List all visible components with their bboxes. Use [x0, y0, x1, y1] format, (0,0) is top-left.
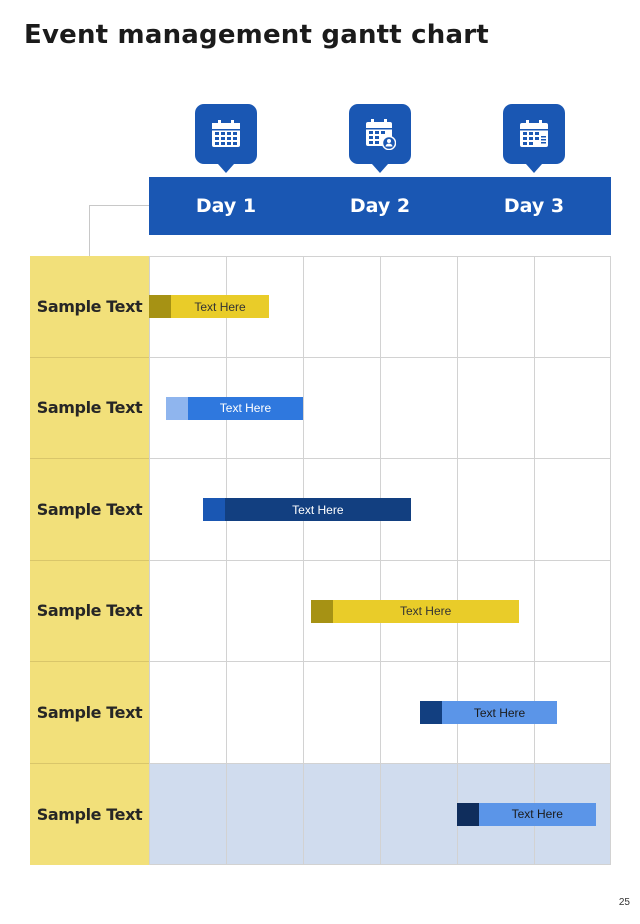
- grid-line: [149, 560, 611, 561]
- gantt-bar: [311, 600, 519, 623]
- gantt-bar: [420, 701, 557, 724]
- task-label: Sample Text: [30, 662, 149, 764]
- gantt-bar-cap: [420, 701, 442, 724]
- page-number: 25: [618, 897, 630, 908]
- gantt-bar-label: Text Here: [188, 397, 303, 420]
- task-label: Sample Text: [36, 804, 143, 824]
- gantt-bar-cap: [311, 600, 333, 623]
- task-label-column: [30, 256, 149, 865]
- calendar-list-icon: [503, 104, 565, 174]
- gantt-bar-label: Text Here: [479, 803, 596, 826]
- gantt-bar-cap: [149, 295, 171, 318]
- grid-line: [149, 661, 611, 662]
- connector-line: [89, 205, 90, 256]
- task-label: Sample Text: [30, 459, 149, 561]
- gantt-bar-cap: [457, 803, 479, 826]
- day-header-band: [149, 177, 611, 235]
- day-2-label: Day 2: [349, 195, 411, 217]
- task-label: Sample Text: [30, 561, 149, 663]
- grid-line: [149, 864, 611, 865]
- gantt-bar-cap: [203, 498, 225, 521]
- page-title: Event management gantt chart: [24, 20, 489, 50]
- gantt-bar: [203, 498, 411, 521]
- task-label: Sample Text: [30, 256, 149, 358]
- gantt-bar: [149, 295, 269, 318]
- gantt-bar-label: Text Here: [442, 701, 557, 724]
- gantt-bar: [166, 397, 303, 420]
- day-3-label: Day 3: [503, 195, 565, 217]
- gantt-bar-label: Text Here: [225, 498, 411, 521]
- gantt-bar-label: Text Here: [333, 600, 519, 623]
- day-1-label: Day 1: [195, 195, 257, 217]
- grid-line: [149, 357, 611, 358]
- gantt-grid: [149, 256, 611, 865]
- task-label: Sample Text: [30, 358, 149, 460]
- connector-line: [89, 205, 149, 206]
- gantt-bar: [457, 803, 596, 826]
- grid-line: [149, 458, 611, 459]
- calendar-grid-icon: [195, 104, 257, 174]
- gantt-bar-cap: [166, 397, 188, 420]
- gantt-bar-label: Text Here: [171, 295, 269, 318]
- calendar-user-icon: [349, 104, 411, 174]
- grid-line: [149, 763, 611, 764]
- grid-line: [149, 256, 611, 257]
